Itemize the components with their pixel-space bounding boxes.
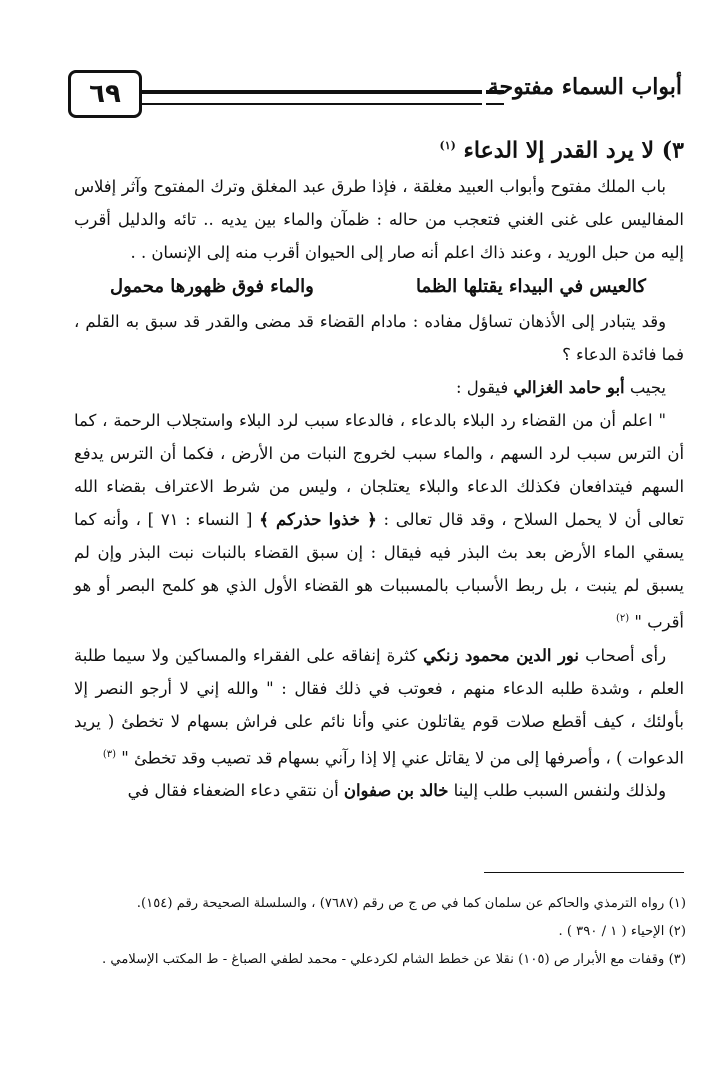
footnote-2: (٢) الإحياء ( ١ / ٣٩٠ ) . (558, 924, 686, 939)
paragraph-2: وقد يتبادر إلى الأذهان تساؤل مفاده : مادام القضاء قد مضى والقدر قد سبق به القلم ، فما فائدة الدعاء ؟ (74, 312, 684, 365)
section-heading (74, 126, 684, 170)
header-rule (140, 90, 482, 105)
footnote-3: (٣) وقفات مع الأبرار ص (١٠٥) نقلا عن خطط الشام لكردعلي - محمد لطفي الصباغ - ط المكتب الإسلامي . (101, 952, 686, 967)
main-text (74, 126, 684, 807)
footnote-mark-2: (٢) (615, 613, 630, 625)
footnote-1: (١) رواه الترمذي والحاكم عن سلمان كما في ص ج ص رقم (٧٦٨٧) ، والسلسلة الصحيحة رقم (١٥٤). (136, 896, 686, 911)
author-name-ghazali: أبو حامد الغزالي (513, 378, 625, 398)
footnote-mark-3: (٣) (102, 748, 117, 760)
person-name-khalid: خالد بن صفوان (343, 781, 449, 801)
paragraph-5-post: كثرة إنفاقه على الفقراء والمساكين ولا سيما طلبة العلم ، وشدة طلبه الدعاء منهم ، فعوتب في ذلك فقال : " والله إني لا أرجو النصر إلا بأولئك ، كيف أقطع صلات قوم يقاتلون عني وأنا نائم على فراش بسهام لا تخطئ ( يريد الدعوات ) ، وأصرفها إلى من لا يقاتل عني إلا إذا رآني بسهام قد تصيب وقد تخطئ " (74, 645, 684, 768)
verse-first-hemistich: كالعيس في البيداء يقتلها الظما (416, 276, 646, 298)
paragraph-6-post: أن نتقي دعاء الضعفاء فقال في (127, 781, 339, 801)
paragraph-4-quote (74, 404, 684, 638)
section-heading-text: ٣) لا يرد القدر إلا الدعاء (463, 137, 684, 164)
paragraph-3-pre: يجيب (629, 378, 666, 398)
page-header (62, 70, 682, 120)
paragraph-5 (74, 639, 684, 774)
paragraph-4-a: " اعلم أن من القضاء رد البلاء بالدعاء ، فالدعاء سبب لرد البلاء واستجلاب الرحمة ، كما أن الترس سبب لرد السهم ، والماء سبب لخروج النبات من الأرض ، فكما أن الترس يدفع السهم فيتدافعان فكذلك الدعاء والبلاء يعتلجان ، وليس من شرط الاعتراف بقضاء الله تعالى أن لا يحمل السلاح ، وقد قال تعالى : (74, 411, 684, 530)
paragraph-6-pre: ولذلك ولنفس السبب طلب إلينا (453, 781, 666, 801)
footnote-separator (484, 872, 684, 873)
footnotes (70, 890, 686, 974)
heading-footnote-mark: (١) (439, 139, 456, 152)
quran-quote: ﴿ خذوا حذركم ﴾ (259, 510, 377, 530)
poetry-verse (74, 269, 684, 305)
person-name-nur-al-din: نور الدين محمود زنكي (423, 645, 579, 665)
page-number: ٦٩ (68, 70, 142, 118)
paragraph-3 (74, 371, 684, 404)
paragraph-3-post: فيقول : (455, 378, 509, 398)
paragraph-5-pre: رأى أصحاب (585, 645, 667, 665)
paragraph-4-b: [ النساء : ٧١ ] ، وأنه كما يسقي الماء الأرض بعد بث البذر فيه فيقال : إن سبق القضاء بالنبات نبت البذر وإن لم يسبق لم ينبت ، بل ربط الأسباب بالمسببات هو القضاء الأول الذي هو كلمح البصر أو هو أقرب " (74, 510, 684, 632)
verse-second-hemistich: والماء فوق ظهورها محمول (110, 276, 314, 298)
paragraph-1: باب الملك مفتوح وأبواب العبيد مغلقة ، فإذا طرق عبد المغلق وترك المفتوح وآثر إفلاس المفاليس على غنى الغني فتعجب من حاله : ظمآن والماء بين يديه .. تائه والدليل أقرب إليه من حبل الوريد ، وعند ذاك اعلم أنه صار إلى الحيوان أقرب منه إلى الإنسان . . (74, 177, 684, 263)
running-title: أبواب السماء مفتوحة (487, 74, 682, 100)
header-rule-end (486, 90, 504, 105)
paragraph-6 (74, 774, 684, 807)
